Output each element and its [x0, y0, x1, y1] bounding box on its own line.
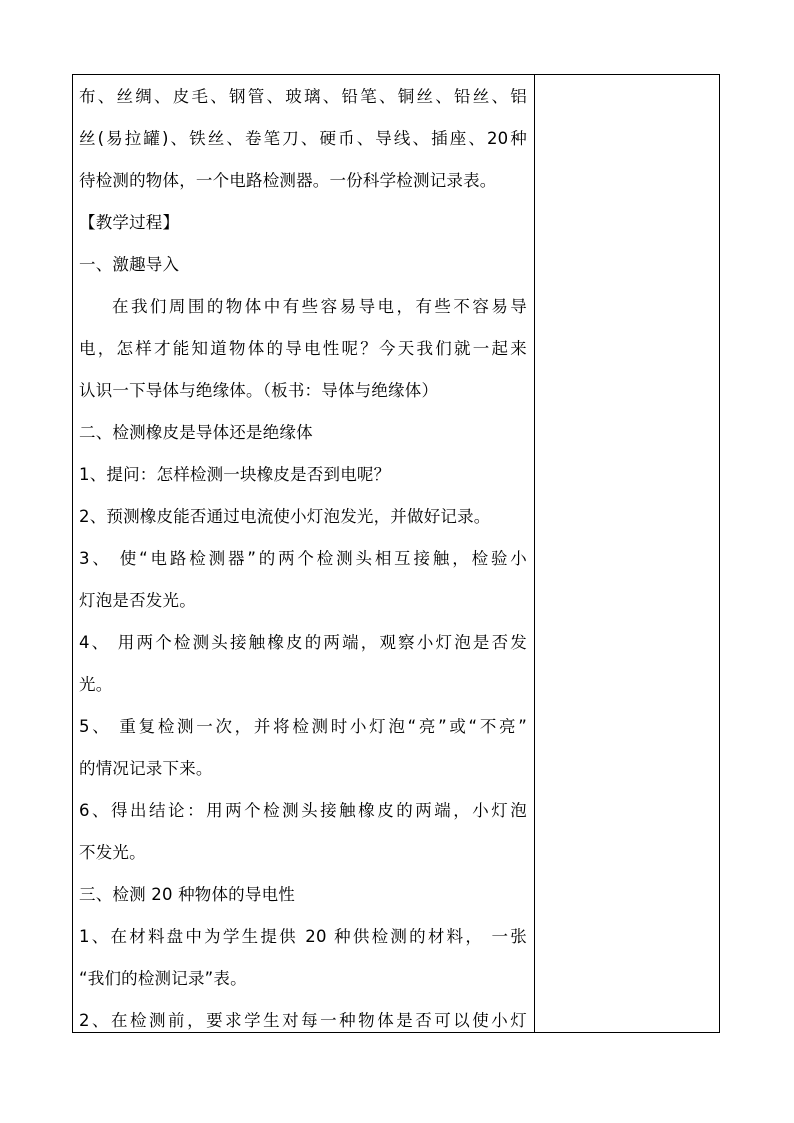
section-heading-intro: 一、激趣导入 [79, 255, 180, 274]
step-5-line-2: 的情况记录下来。 [79, 759, 213, 778]
text-line-intro-3: 认识一下导体与绝缘体。（板书：导体与绝缘体） [79, 381, 439, 400]
step-3-line-1: 3、 使“电路检测器”的两个检测头相互接触，检验小 [79, 549, 527, 568]
step-4-line-2: 光。 [79, 675, 113, 694]
step-1-question: 1、提问：怎样检测一块橡皮是否到电呢？ [79, 465, 391, 484]
step-1-materials-line-2: “我们的检测记录”表。 [79, 969, 247, 988]
section-heading-eraser-test: 二、检测橡皮是导体还是绝缘体 [79, 423, 313, 442]
step-2-before-test: 2、在检测前，要求学生对每一种物体是否可以使小灯 [79, 1011, 527, 1030]
text-line-materials-3: 待检测的物体，一个电路检测器。一份科学检测记录表。 [79, 171, 497, 190]
text-line-materials-2: 丝(易拉罐)、铁丝、卷笔刀、硬币、导线、插座、20种 [79, 129, 527, 148]
section-heading-teaching-process: 【教学过程】 [79, 213, 180, 232]
lesson-plan-table [72, 74, 720, 1033]
text-line-intro-2: 电，怎样才能知道物体的导电性呢？今天我们就一起来 [79, 339, 527, 358]
step-2-predict: 2、预测橡皮能否通过电流使小灯泡发光，并做好记录。 [79, 507, 491, 526]
step-6-line-2: 不发光。 [79, 843, 146, 862]
step-5-line-1: 5、 重复检测一次，并将检测时小灯泡“亮”或“不亮” [79, 717, 527, 736]
section-heading-20-objects: 三、检测 20 种物体的导电性 [79, 885, 295, 904]
text-line-materials-1: 布、丝绸、皮毛、钢管、玻璃、铅笔、铜丝、铅丝、铝 [79, 87, 527, 106]
lesson-content-cell [79, 87, 527, 1053]
column-divider [534, 75, 535, 1032]
step-3-line-2: 灯泡是否发光。 [79, 591, 196, 610]
step-1-materials-line-1: 1、在材料盘中为学生提供 20 种供检测的材料， 一张 [79, 927, 527, 946]
step-6-line-1: 6、得出结论：用两个检测头接触橡皮的两端，小灯泡 [79, 801, 527, 820]
step-4-line-1: 4、 用两个检测头接触橡皮的两端，观察小灯泡是否发 [79, 633, 527, 652]
text-line-intro-1: 在我们周围的物体中有些容易导电，有些不容易导 [112, 297, 527, 316]
